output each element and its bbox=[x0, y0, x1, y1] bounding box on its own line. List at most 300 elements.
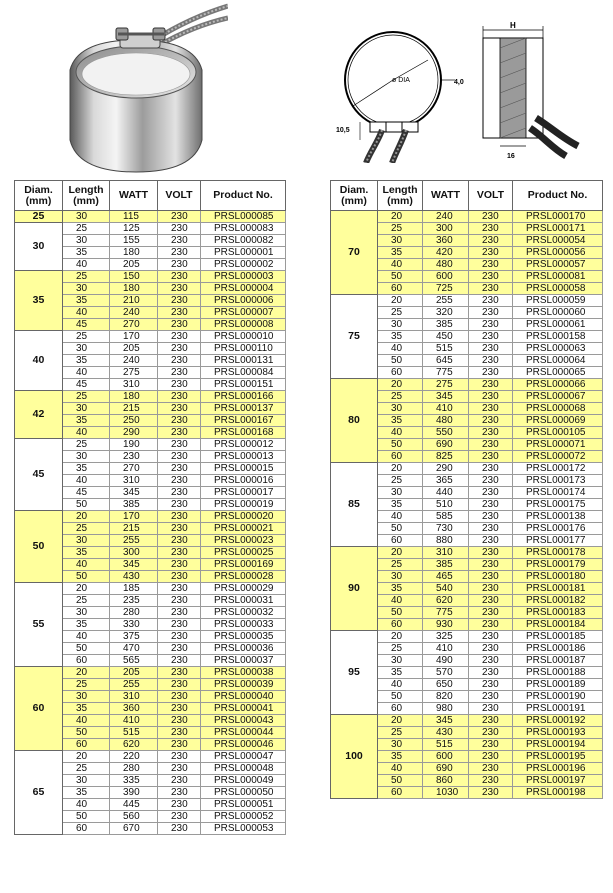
product-cell: PRSL000050 bbox=[201, 787, 286, 799]
watt-cell: 375 bbox=[110, 631, 158, 643]
spec-table-right bbox=[330, 180, 603, 799]
volt-cell: 230 bbox=[469, 451, 513, 463]
volt-cell: 230 bbox=[469, 259, 513, 271]
header-row bbox=[331, 181, 603, 211]
volt-cell: 230 bbox=[158, 391, 201, 403]
length-cell: 50 bbox=[378, 355, 423, 367]
product-cell: PRSL000131 bbox=[201, 355, 286, 367]
watt-cell: 280 bbox=[110, 607, 158, 619]
diameter-cell: 80 bbox=[331, 379, 378, 463]
product-cell: PRSL000063 bbox=[513, 343, 603, 355]
volt-cell: 230 bbox=[158, 799, 201, 811]
volt-cell: 230 bbox=[469, 295, 513, 307]
length-cell: 25 bbox=[63, 439, 110, 451]
volt-cell: 230 bbox=[469, 319, 513, 331]
watt-cell: 325 bbox=[423, 631, 469, 643]
product-cell: PRSL000032 bbox=[201, 607, 286, 619]
table-row bbox=[331, 631, 603, 643]
length-cell: 20 bbox=[378, 295, 423, 307]
diameter-cell: 35 bbox=[15, 271, 63, 331]
length-cell: 20 bbox=[63, 583, 110, 595]
depth-label: 16 bbox=[507, 153, 515, 160]
length-cell: 20 bbox=[378, 463, 423, 475]
volt-cell: 230 bbox=[469, 355, 513, 367]
product-cell: PRSL000166 bbox=[201, 391, 286, 403]
product-cell: PRSL000048 bbox=[201, 763, 286, 775]
volt-cell: 230 bbox=[469, 547, 513, 559]
length-cell: 20 bbox=[63, 751, 110, 763]
watt-cell: 220 bbox=[110, 751, 158, 763]
volt-cell: 230 bbox=[469, 427, 513, 439]
length-cell: 50 bbox=[378, 439, 423, 451]
length-cell: 40 bbox=[378, 511, 423, 523]
product-cell: PRSL000189 bbox=[513, 679, 603, 691]
product-cell: PRSL000008 bbox=[201, 319, 286, 331]
watt-cell: 275 bbox=[423, 379, 469, 391]
length-cell: 35 bbox=[378, 499, 423, 511]
volt-cell: 230 bbox=[158, 499, 201, 511]
volt-cell: 230 bbox=[158, 319, 201, 331]
watt-cell: 270 bbox=[110, 463, 158, 475]
watt-cell: 690 bbox=[423, 439, 469, 451]
length-cell: 40 bbox=[378, 595, 423, 607]
product-cell: PRSL000168 bbox=[201, 427, 286, 439]
volt-cell: 230 bbox=[158, 439, 201, 451]
product-cell: PRSL000028 bbox=[201, 571, 286, 583]
length-cell: 25 bbox=[63, 595, 110, 607]
length-cell: 40 bbox=[63, 715, 110, 727]
product-cell: PRSL000061 bbox=[513, 319, 603, 331]
diameter-label: ø DIA bbox=[392, 77, 410, 84]
volt-cell: 230 bbox=[469, 559, 513, 571]
product-cell: PRSL000169 bbox=[201, 559, 286, 571]
product-cell: PRSL000177 bbox=[513, 535, 603, 547]
spec-table-right-body bbox=[331, 211, 603, 799]
length-cell: 50 bbox=[63, 499, 110, 511]
product-cell: PRSL000167 bbox=[201, 415, 286, 427]
watt-cell: 215 bbox=[110, 403, 158, 415]
length-cell: 50 bbox=[378, 271, 423, 283]
watt-cell: 345 bbox=[110, 559, 158, 571]
volt-cell: 230 bbox=[469, 775, 513, 787]
watt-cell: 150 bbox=[110, 271, 158, 283]
volt-cell: 230 bbox=[158, 655, 201, 667]
product-cell: PRSL000158 bbox=[513, 331, 603, 343]
dimension-diagram bbox=[330, 18, 580, 163]
height-label: H bbox=[510, 21, 516, 30]
product-cell: PRSL000191 bbox=[513, 703, 603, 715]
table-row bbox=[15, 583, 286, 595]
watt-cell: 310 bbox=[110, 379, 158, 391]
volt-cell: 230 bbox=[158, 307, 201, 319]
length-cell: 30 bbox=[378, 235, 423, 247]
watt-cell: 445 bbox=[110, 799, 158, 811]
length-cell: 30 bbox=[63, 607, 110, 619]
product-cell: PRSL000039 bbox=[201, 679, 286, 691]
watt-cell: 980 bbox=[423, 703, 469, 715]
length-cell: 30 bbox=[63, 343, 110, 355]
product-cell: PRSL000052 bbox=[201, 811, 286, 823]
watt-cell: 215 bbox=[110, 523, 158, 535]
volt-cell: 230 bbox=[469, 211, 513, 223]
length-cell: 50 bbox=[378, 607, 423, 619]
watt-cell: 365 bbox=[423, 475, 469, 487]
length-cell: 25 bbox=[378, 475, 423, 487]
watt-cell: 115 bbox=[110, 211, 158, 223]
table-row bbox=[15, 271, 286, 283]
volt-cell: 230 bbox=[158, 775, 201, 787]
product-cell: PRSL000053 bbox=[201, 823, 286, 835]
watt-cell: 290 bbox=[423, 463, 469, 475]
product-cell: PRSL000171 bbox=[513, 223, 603, 235]
product-cell: PRSL000072 bbox=[513, 451, 603, 463]
length-cell: 25 bbox=[378, 223, 423, 235]
watt-cell: 775 bbox=[423, 607, 469, 619]
header-length: Length (mm) bbox=[378, 181, 423, 211]
length-cell: 40 bbox=[63, 631, 110, 643]
length-cell: 20 bbox=[378, 715, 423, 727]
watt-cell: 560 bbox=[110, 811, 158, 823]
diameter-cell: 70 bbox=[331, 211, 378, 295]
watt-cell: 255 bbox=[110, 535, 158, 547]
volt-cell: 230 bbox=[469, 631, 513, 643]
length-cell: 40 bbox=[378, 679, 423, 691]
product-cell: PRSL000184 bbox=[513, 619, 603, 631]
diameter-cell: 90 bbox=[331, 547, 378, 631]
watt-cell: 860 bbox=[423, 775, 469, 787]
length-cell: 60 bbox=[378, 703, 423, 715]
length-cell: 25 bbox=[63, 271, 110, 283]
length-cell: 30 bbox=[63, 211, 110, 223]
product-cell: PRSL000196 bbox=[513, 763, 603, 775]
product-cell: PRSL000058 bbox=[513, 283, 603, 295]
length-cell: 45 bbox=[63, 487, 110, 499]
watt-cell: 410 bbox=[423, 643, 469, 655]
volt-cell: 230 bbox=[158, 211, 201, 223]
length-cell: 45 bbox=[63, 319, 110, 331]
product-cell: PRSL000138 bbox=[513, 511, 603, 523]
product-cell: PRSL000178 bbox=[513, 547, 603, 559]
watt-cell: 385 bbox=[423, 559, 469, 571]
spec-table-left bbox=[14, 180, 286, 835]
header-watt: WATT bbox=[423, 181, 469, 211]
watt-cell: 345 bbox=[423, 715, 469, 727]
product-cell: PRSL000007 bbox=[201, 307, 286, 319]
product-cell: PRSL000019 bbox=[201, 499, 286, 511]
header-product: Product No. bbox=[513, 181, 603, 211]
header-product: Product No. bbox=[201, 181, 286, 211]
volt-cell: 230 bbox=[469, 523, 513, 535]
product-cell: PRSL000185 bbox=[513, 631, 603, 643]
product-cell: PRSL000002 bbox=[201, 259, 286, 271]
volt-cell: 230 bbox=[469, 379, 513, 391]
product-cell: PRSL000035 bbox=[201, 631, 286, 643]
table-row bbox=[15, 751, 286, 763]
length-cell: 25 bbox=[63, 523, 110, 535]
product-cell: PRSL000003 bbox=[201, 271, 286, 283]
watt-cell: 650 bbox=[423, 679, 469, 691]
watt-cell: 620 bbox=[423, 595, 469, 607]
volt-cell: 230 bbox=[158, 607, 201, 619]
volt-cell: 230 bbox=[469, 739, 513, 751]
volt-cell: 230 bbox=[469, 223, 513, 235]
length-cell: 60 bbox=[63, 655, 110, 667]
product-cell: PRSL000081 bbox=[513, 271, 603, 283]
product-cell: PRSL000059 bbox=[513, 295, 603, 307]
product-cell: PRSL000013 bbox=[201, 451, 286, 463]
table-row bbox=[15, 391, 286, 403]
product-cell: PRSL000195 bbox=[513, 751, 603, 763]
product-cell: PRSL000060 bbox=[513, 307, 603, 319]
product-cell: PRSL000085 bbox=[201, 211, 286, 223]
length-cell: 40 bbox=[63, 307, 110, 319]
watt-cell: 205 bbox=[110, 259, 158, 271]
volt-cell: 230 bbox=[158, 739, 201, 751]
product-cell: PRSL000182 bbox=[513, 595, 603, 607]
diameter-cell: 95 bbox=[331, 631, 378, 715]
length-cell: 50 bbox=[63, 727, 110, 739]
length-cell: 35 bbox=[378, 583, 423, 595]
volt-cell: 230 bbox=[469, 715, 513, 727]
length-cell: 20 bbox=[63, 667, 110, 679]
product-cell: PRSL000049 bbox=[201, 775, 286, 787]
header-volt: VOLT bbox=[469, 181, 513, 211]
length-cell: 30 bbox=[63, 535, 110, 547]
watt-cell: 255 bbox=[110, 679, 158, 691]
product-cell: PRSL000110 bbox=[201, 343, 286, 355]
length-cell: 60 bbox=[63, 739, 110, 751]
band-heater-photo bbox=[58, 0, 228, 178]
watt-cell: 190 bbox=[110, 439, 158, 451]
product-cell: PRSL000031 bbox=[201, 595, 286, 607]
table-row bbox=[15, 439, 286, 451]
length-cell: 30 bbox=[63, 235, 110, 247]
watt-cell: 515 bbox=[423, 739, 469, 751]
watt-cell: 585 bbox=[423, 511, 469, 523]
product-cell: PRSL000020 bbox=[201, 511, 286, 523]
volt-cell: 230 bbox=[469, 535, 513, 547]
watt-cell: 1030 bbox=[423, 787, 469, 799]
table-row bbox=[331, 379, 603, 391]
watt-cell: 725 bbox=[423, 283, 469, 295]
length-cell: 25 bbox=[378, 559, 423, 571]
watt-cell: 480 bbox=[423, 415, 469, 427]
diameter-cell: 42 bbox=[15, 391, 63, 439]
watt-cell: 645 bbox=[423, 355, 469, 367]
volt-cell: 230 bbox=[158, 619, 201, 631]
product-cell: PRSL000056 bbox=[513, 247, 603, 259]
length-cell: 60 bbox=[378, 619, 423, 631]
product-cell: PRSL000054 bbox=[513, 235, 603, 247]
volt-cell: 230 bbox=[469, 787, 513, 799]
watt-cell: 180 bbox=[110, 283, 158, 295]
watt-cell: 600 bbox=[423, 751, 469, 763]
diameter-cell: 85 bbox=[331, 463, 378, 547]
volt-cell: 230 bbox=[158, 715, 201, 727]
volt-cell: 230 bbox=[158, 487, 201, 499]
volt-cell: 230 bbox=[469, 247, 513, 259]
header-volt: VOLT bbox=[158, 181, 201, 211]
length-cell: 45 bbox=[63, 379, 110, 391]
length-cell: 30 bbox=[378, 655, 423, 667]
length-cell: 35 bbox=[63, 703, 110, 715]
watt-cell: 570 bbox=[423, 667, 469, 679]
watt-cell: 600 bbox=[423, 271, 469, 283]
length-cell: 30 bbox=[378, 739, 423, 751]
diameter-cell: 65 bbox=[15, 751, 63, 835]
diameter-cell: 100 bbox=[331, 715, 378, 799]
product-cell: PRSL000021 bbox=[201, 523, 286, 535]
table-row bbox=[15, 211, 286, 223]
length-cell: 25 bbox=[63, 679, 110, 691]
product-cell: PRSL000001 bbox=[201, 247, 286, 259]
product-cell: PRSL000194 bbox=[513, 739, 603, 751]
length-cell: 40 bbox=[378, 343, 423, 355]
length-cell: 25 bbox=[63, 331, 110, 343]
watt-cell: 410 bbox=[423, 403, 469, 415]
diameter-cell: 45 bbox=[15, 439, 63, 511]
product-cell: PRSL000179 bbox=[513, 559, 603, 571]
product-cell: PRSL000105 bbox=[513, 427, 603, 439]
length-cell: 25 bbox=[378, 391, 423, 403]
product-cell: PRSL000065 bbox=[513, 367, 603, 379]
length-cell: 25 bbox=[63, 223, 110, 235]
table-row bbox=[15, 667, 286, 679]
length-cell: 60 bbox=[378, 451, 423, 463]
table-row bbox=[15, 331, 286, 343]
length-cell: 50 bbox=[378, 523, 423, 535]
length-cell: 30 bbox=[378, 487, 423, 499]
watt-cell: 170 bbox=[110, 511, 158, 523]
diameter-cell: 40 bbox=[15, 331, 63, 391]
watt-cell: 125 bbox=[110, 223, 158, 235]
product-cell: PRSL000198 bbox=[513, 787, 603, 799]
diameter-cell: 60 bbox=[15, 667, 63, 751]
watt-cell: 205 bbox=[110, 343, 158, 355]
volt-cell: 230 bbox=[469, 463, 513, 475]
product-cell: PRSL000137 bbox=[201, 403, 286, 415]
product-cell: PRSL000040 bbox=[201, 691, 286, 703]
watt-cell: 360 bbox=[423, 235, 469, 247]
volt-cell: 230 bbox=[158, 463, 201, 475]
length-cell: 40 bbox=[63, 799, 110, 811]
volt-cell: 230 bbox=[158, 223, 201, 235]
table-row bbox=[331, 211, 603, 223]
watt-cell: 430 bbox=[110, 571, 158, 583]
length-cell: 40 bbox=[63, 475, 110, 487]
watt-cell: 310 bbox=[110, 691, 158, 703]
length-cell: 30 bbox=[63, 691, 110, 703]
watt-cell: 440 bbox=[423, 487, 469, 499]
volt-cell: 230 bbox=[158, 763, 201, 775]
product-cell: PRSL000084 bbox=[201, 367, 286, 379]
product-cell: PRSL000066 bbox=[513, 379, 603, 391]
volt-cell: 230 bbox=[469, 283, 513, 295]
volt-cell: 230 bbox=[469, 499, 513, 511]
watt-cell: 210 bbox=[110, 295, 158, 307]
watt-cell: 205 bbox=[110, 667, 158, 679]
product-cell: PRSL000180 bbox=[513, 571, 603, 583]
volt-cell: 230 bbox=[469, 727, 513, 739]
table-row bbox=[15, 223, 286, 235]
watt-cell: 450 bbox=[423, 331, 469, 343]
volt-cell: 230 bbox=[158, 259, 201, 271]
length-cell: 40 bbox=[63, 367, 110, 379]
product-cell: PRSL000047 bbox=[201, 751, 286, 763]
watt-cell: 430 bbox=[423, 727, 469, 739]
product-cell: PRSL000015 bbox=[201, 463, 286, 475]
length-cell: 35 bbox=[378, 247, 423, 259]
volt-cell: 230 bbox=[469, 343, 513, 355]
volt-cell: 230 bbox=[158, 415, 201, 427]
watt-cell: 250 bbox=[110, 415, 158, 427]
watt-cell: 360 bbox=[110, 703, 158, 715]
length-cell: 60 bbox=[378, 787, 423, 799]
product-cell: PRSL000173 bbox=[513, 475, 603, 487]
product-cell: PRSL000172 bbox=[513, 463, 603, 475]
product-cell: PRSL000004 bbox=[201, 283, 286, 295]
product-cell: PRSL000041 bbox=[201, 703, 286, 715]
length-cell: 25 bbox=[378, 727, 423, 739]
watt-cell: 670 bbox=[110, 823, 158, 835]
product-cell: PRSL000051 bbox=[201, 799, 286, 811]
watt-cell: 240 bbox=[110, 355, 158, 367]
length-cell: 20 bbox=[378, 379, 423, 391]
volt-cell: 230 bbox=[158, 643, 201, 655]
volt-cell: 230 bbox=[158, 631, 201, 643]
volt-cell: 230 bbox=[158, 427, 201, 439]
product-cell: PRSL000012 bbox=[201, 439, 286, 451]
volt-cell: 230 bbox=[469, 235, 513, 247]
length-cell: 35 bbox=[63, 787, 110, 799]
length-cell: 60 bbox=[378, 367, 423, 379]
product-cell: PRSL000181 bbox=[513, 583, 603, 595]
product-cell: PRSL000186 bbox=[513, 643, 603, 655]
watt-cell: 345 bbox=[110, 487, 158, 499]
watt-cell: 300 bbox=[110, 547, 158, 559]
volt-cell: 230 bbox=[469, 403, 513, 415]
header-diam: Diam. (mm) bbox=[331, 181, 378, 211]
length-cell: 35 bbox=[378, 331, 423, 343]
watt-cell: 385 bbox=[110, 499, 158, 511]
volt-cell: 230 bbox=[158, 547, 201, 559]
length-cell: 40 bbox=[63, 559, 110, 571]
length-cell: 40 bbox=[63, 259, 110, 271]
watt-cell: 335 bbox=[110, 775, 158, 787]
header-diam: Diam. (mm) bbox=[15, 181, 63, 211]
length-cell: 50 bbox=[63, 571, 110, 583]
watt-cell: 470 bbox=[110, 643, 158, 655]
watt-cell: 565 bbox=[110, 655, 158, 667]
product-cell: PRSL000067 bbox=[513, 391, 603, 403]
watt-cell: 880 bbox=[423, 535, 469, 547]
volt-cell: 230 bbox=[158, 355, 201, 367]
watt-cell: 515 bbox=[110, 727, 158, 739]
product-cell: PRSL000023 bbox=[201, 535, 286, 547]
watt-cell: 385 bbox=[423, 319, 469, 331]
length-cell: 20 bbox=[378, 631, 423, 643]
watt-cell: 345 bbox=[423, 391, 469, 403]
watt-cell: 185 bbox=[110, 583, 158, 595]
volt-cell: 230 bbox=[469, 667, 513, 679]
watt-cell: 155 bbox=[110, 235, 158, 247]
watt-cell: 240 bbox=[423, 211, 469, 223]
length-cell: 35 bbox=[63, 247, 110, 259]
watt-cell: 330 bbox=[110, 619, 158, 631]
watt-cell: 240 bbox=[110, 307, 158, 319]
volt-cell: 230 bbox=[469, 607, 513, 619]
length-cell: 30 bbox=[378, 403, 423, 415]
